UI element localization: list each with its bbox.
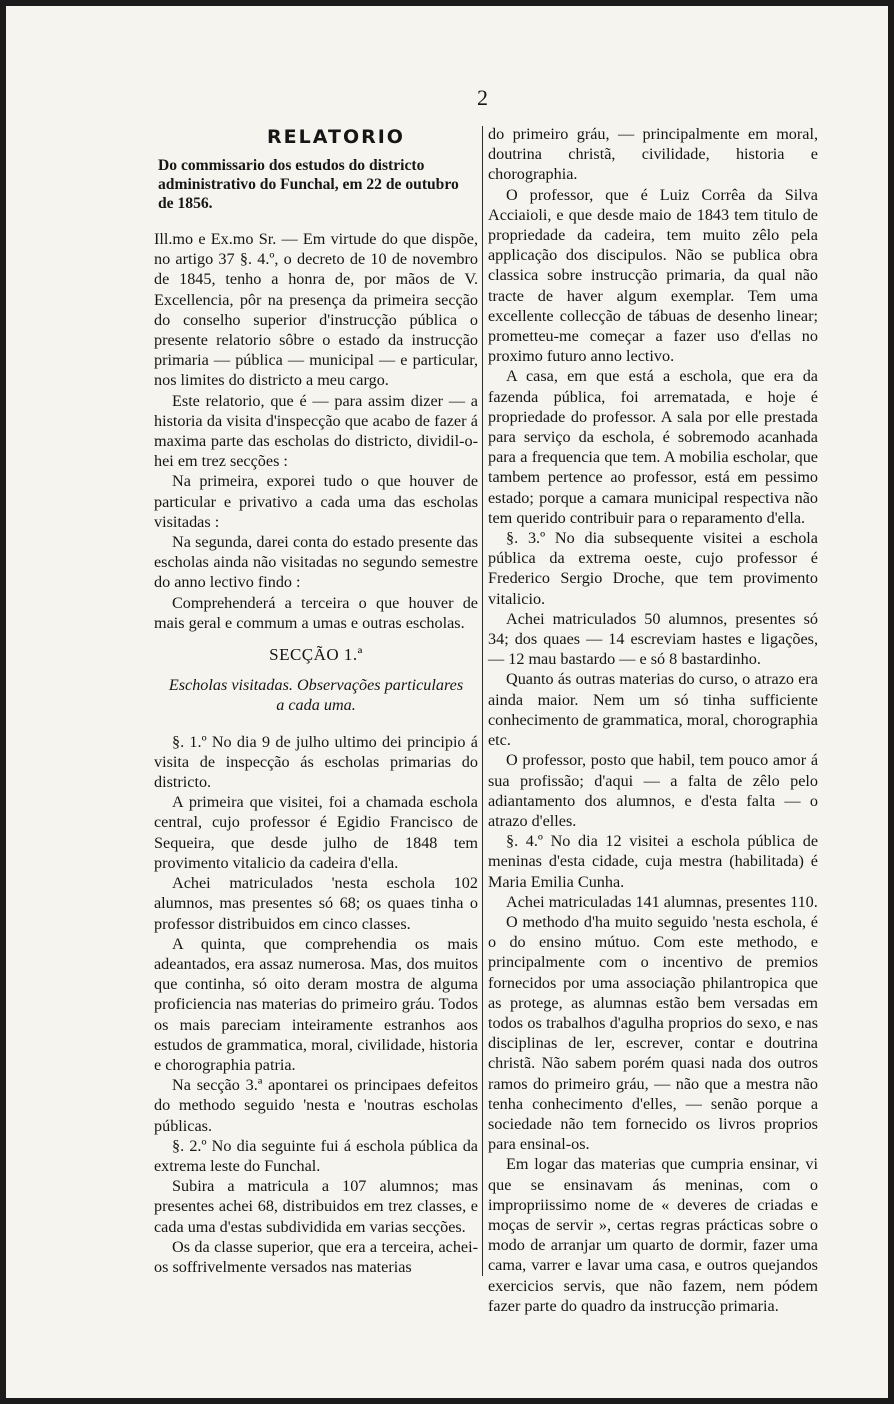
paragraph: Achei matriculados 50 alumnos, presentes só 34; dos quaes — 14 escreviam hastes e ligações, — 12 mau bastardo — e só 8 bastardinho. <box>488 609 818 669</box>
left-column <box>154 124 478 1277</box>
report-subtitle: Do commissario dos estudos do districto administrativo do Funchal, em 22 de outubro de 1856. <box>158 157 459 212</box>
paragraph: do primeiro gráu, — principalmente em moral, doutrina christã, civilidade, historia e chorographia. <box>488 125 818 184</box>
paragraph: O methodo d'ha muito seguido 'nesta eschola, é o do ensino mútuo. Com este methodo, e principalmente com o incentivo de premios fornecidos por uma associação philantropica que as protege, as alumnas estão bem versadas em todos os trabalhos d'agulha proprios do sexo, e nas disciplinas de ler, escrever, contar e doutrina christã. Não sabem porém quasi nada dos outros ramos do primeiro gráu, — não que a mestra não tenha conhecimento d'elles, — senão porque a sociedade não tem fornecido os livros proprios para ensinal-os. <box>488 912 818 1154</box>
paragraph: Achei matriculados 'nesta eschola 102 alumnos, mas presentes só 68; os quaes tinha o professor distribuidos em cinco classes. <box>154 874 478 933</box>
column-divider <box>482 126 483 1276</box>
page-number: 2 <box>477 85 488 110</box>
paragraph: Os da classe superior, que era a terceira, achei-os soffrivelmente versados nas materias <box>154 1237 478 1276</box>
paragraph: Subira a matricula a 107 alumnos; mas presentes achei 68, distribuidos em trez classes, e cada uma d'estas subdividida em varias secções. <box>154 1177 478 1236</box>
paragraph: Comprehenderá a terceira o que houver de mais geral e commum a umas e outras escholas. <box>154 593 478 632</box>
paragraph: A primeira que visitei, foi a chamada eschola central, cujo professor é Egidio Francisco de Sequeira, que desde julho de 1848 tem provimento vitalicio da cadeira d'ella. <box>154 793 478 872</box>
paragraph: O professor, que é Luiz Corrêa da Silva Acciaioli, e que desde maio de 1843 tem titulo de propriedade da cadeira, tem muito zêlo pela applicação dos discipulos. Não se publica obra classica sobre instrucção primaria, da qual não tracte de haver algum exemplar. Tem uma excellente collecção de tábuas de desenho linear; prometteu-me começar a fazer uso d'ellas no proximo futuro anno lectivo. <box>488 185 818 366</box>
paragraph: Na segunda, darei conta do estado presente das escholas ainda não visitadas no segundo semestre do anno lectivo findo : <box>154 533 478 592</box>
section-subtitle-line: a cada uma. <box>276 696 356 715</box>
paragraph: §. 3.º No dia subsequente visitei a eschola pública da extrema oeste, cujo professor é Frederico Sergio Droche, que tem provimento vitalicio. <box>488 529 818 608</box>
right-column <box>488 124 818 1316</box>
paragraph: Quanto ás outras materias do curso, o atrazo era ainda maior. Nem um só tinha sufficiente conhecimento de grammatica, moral, chorographia etc. <box>488 670 818 750</box>
paragraph: §. 4.º No dia 12 visitei a eschola pública de meninas d'esta cidade, cuja mestra (habilitada) é Maria Emilia Cunha. <box>488 832 818 891</box>
paragraph: O professor, posto que habil, tem pouco amor á sua profissão; d'aqui — a falta de zêlo pelo adiantamento dos alumnos, e d'esta falta — o atrazo d'elles. <box>488 751 818 830</box>
section-title: SECÇÃO 1.ª <box>269 645 363 665</box>
paragraph: A casa, em que está a eschola, que era da fazenda pública, foi arrematada, e hoje é propriedade do professor. A sala por elle prestada para serviço da eschola, é sobremodo acanhada para a frequencia que tem. A mobilia escholar, que tambem pertence ao professor, está em pessimo estado; porque a camara municipal respectiva não tem querido contribuir para o reparamento d'ella. <box>488 367 818 527</box>
section-subtitle <box>154 675 478 715</box>
paragraph: Achei matriculadas 141 alumnas, presentes 110. <box>506 892 818 911</box>
paragraph: §. 1.º No dia 9 de julho ultimo dei principio á visita de inspecção ás escholas primarias do districto. <box>154 732 478 792</box>
paragraph: Na secção 3.ª apontarei os principaes defeitos do methodo seguido 'nesta e 'noutras escholas públicas. <box>154 1076 478 1135</box>
scanned-page <box>6 6 888 1398</box>
paragraph: §. 2.º No dia seguinte fui á eschola pública da extrema leste do Funchal. <box>154 1136 478 1175</box>
report-title: RELATORIO <box>267 126 405 148</box>
paragraph: A quinta, que comprehendia os mais adeantados, era assaz numerosa. Mas, dos muitos que continha, só oito deram mostra de alguma proficiencia nas materias do primeiro gráu. Todos os mais pareciam inteiramente estranhos aos estudos de grammatica, moral, civilidade, historia e chorographia patria. <box>154 934 478 1074</box>
paragraph: Na primeira, exporei tudo o que houver de particular e privativo a cada uma das escholas visitadas : <box>154 472 478 531</box>
paragraph: Ill.mo e Ex.mo Sr. — Em virtude do que dispõe, no artigo 37 §. 4.º, o decreto de 10 de novembro de 1845, tenho a honra de, por mãos de V. Excellencia, pôr na presença da primeira secção do conselho superior d'instrucção pública o presente relatorio sôbre o estado da instrucção primaria — pública — municipal — e particular, nos limites do districto a meu cargo. <box>154 230 478 390</box>
section-subtitle-line: Escholas visitadas. Observações particulares <box>168 676 464 695</box>
paragraph: Este relatorio, que é — para assim dizer — a historia da visita d'inspecção que acabo de fazer á maxima parte das escholas do districto, dividil-o-hei em trez secções : <box>154 391 478 471</box>
paragraph: Em logar das materias que cumpria ensinar, vi que se ensinavam ás meninas, com o impropriissimo nome de « deveres de criadas e moças de servir », certas regras prácticas sobre o modo de arranjar um quarto de dormir, fazer uma cama, varrer e lavar uma casa, e outros quejandos exercicios servis, que não fazem, nem pódem fazer parte do quadro da instrucção primaria. <box>488 1155 818 1315</box>
